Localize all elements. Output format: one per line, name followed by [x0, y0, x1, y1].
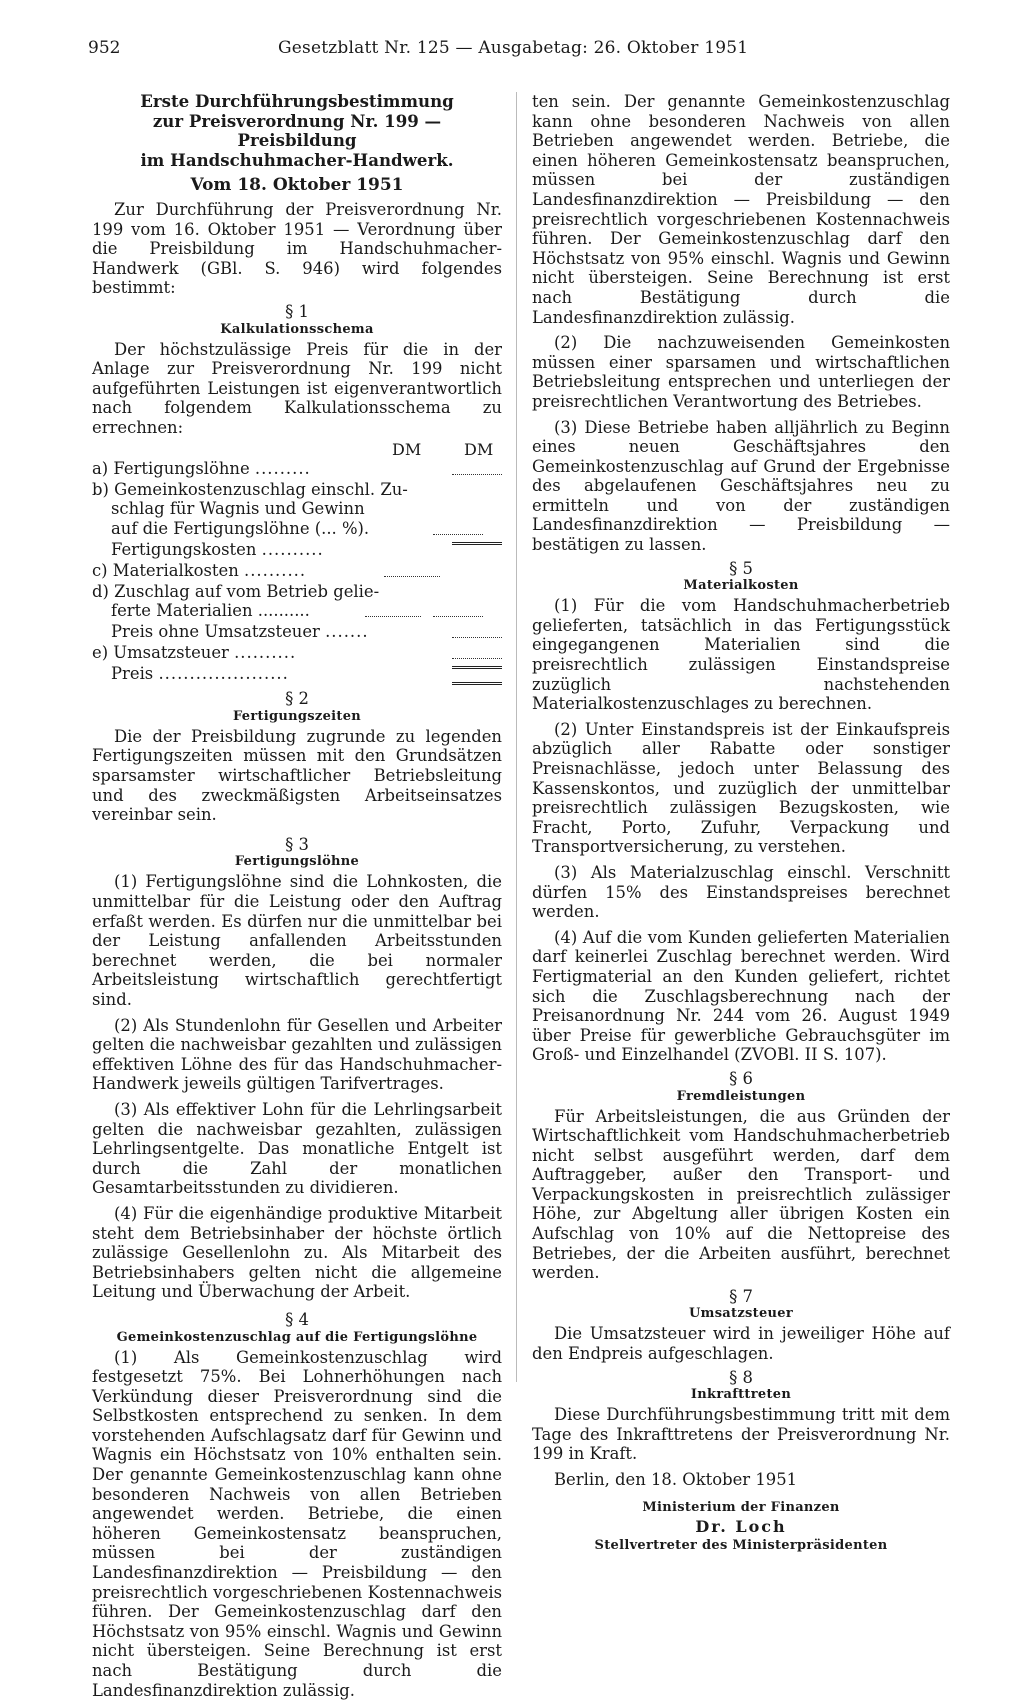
calc-label: c) Materialkosten ..........	[92, 560, 307, 580]
title-line: Erste Durchführungsbestimmung	[140, 91, 454, 111]
section-paragraph: (1) Fertigungslöhne sind die Lohnkosten, die unmittelbar für die Leistung oder den Auftrag erfaßt werden. Es dürfen nur die unmittelbar bei der Leistung anfallenden Arbeitsstunden berechnet werden, die bei normaler Arbeitsleistung wirtschaftlich gerechtfertigt sind.	[92, 872, 502, 1009]
section-text: Die der Preisbildung zugrunde zu legenden Fertigungszeiten müssen mit den Grundsätzen sparsamster wirtschaftlicher Betriebsleitung und des zweckmäßigsten Arbeitseinsatzes vereinbar sein.	[92, 726, 502, 825]
calc-label: Preis .....................	[111, 664, 289, 684]
calc-label: Preis ohne Umsatzsteuer .......	[111, 622, 369, 642]
section-number: § 8	[729, 1367, 753, 1387]
calc-label-text: a) Fertigungslöhne	[92, 458, 250, 478]
section-number: § 2	[285, 689, 309, 709]
calc-label: e) Umsatzsteuer ..........	[92, 643, 297, 663]
calc-label-text: Preis	[111, 664, 154, 684]
section-title: Kalkulationsschema	[220, 321, 374, 337]
calc-label-text: schlag für Wagnis und Gewinn	[111, 499, 365, 519]
amount-line	[384, 576, 440, 577]
section-paragraph: (2) Unter Einstandspreis ist der Einkaufspreis abzüglich aller Rabatte oder sonstiger Preisnachlässe, jedoch unter Belassung des Kassenskontos, und zuzüglich der unmittelbar preisrechtlich zulässigen Bezugskosten, wie Fracht, Porto, Zufuhr, Verpackung und Transportversicherung, zu verstehen.	[532, 719, 950, 857]
section-title: Fertigungszeiten	[232, 708, 362, 724]
calc-row	[92, 561, 502, 582]
section-paragraph: (3) Diese Betriebe haben alljährlich zu Beginn eines neuen Geschäftsjahres den Gemeinkostenzuschlag auf Grund der Ergebnisse des abgelaufenen Geschäftsjahres neu zu ermitteln und von der zuständigen Landesfinanzdirektion — Preisbildung — bestätigen zu lassen.	[532, 417, 950, 555]
intro-paragraph: Zur Durchführung der Preisverordnung Nr. 199 vom 16. Oktober 1951 — Verordnung über die Preisbildung im Handschuhmacher-Handwerk (GBl. S. 946) wird folgendes bestimmt:	[92, 199, 502, 298]
calc-row	[92, 643, 502, 664]
total-line	[452, 542, 502, 545]
column-divider	[516, 92, 517, 1382]
section-title: Fertigungslöhne	[234, 854, 360, 870]
section-title: Gemeinkostenzuschlag auf die Fertigungslöhne	[116, 1329, 478, 1345]
section-paragraph: (3) Als effektiver Lohn für die Lehrlingsarbeit gelten die nachweisbar gezahlten, zulässigen Lehrlingsentgelte. Das monatliche Entgelt ist durch die Zahl der monatlichen Gesamtarbeitsstunden zu dividieren.	[92, 1099, 502, 1198]
calc-row	[92, 582, 502, 623]
calc-row	[92, 540, 502, 561]
title-line: im Handschuhmacher-Handwerk.	[140, 149, 454, 170]
section-text: Für Arbeitsleistungen, die aus Gründen der Wirtschaftlichkeit vom Handschuhmacherbetrieb nicht selbst ausgeführt werden, darf dem Auftraggeber, außer den Transport- und Verpackungskosten in preisrechtlich zulässiger Höhe, zur Abgeltung aller übrigen Kosten ein Aufschlag von 10% auf die Nettopreise des Betriebes, der die Arbeiten ausführt, berechnet werden.	[532, 1106, 950, 1283]
calc-label: a) Fertigungslöhne .........	[92, 458, 311, 478]
calc-row	[92, 622, 502, 643]
section-title: Umsatzsteuer	[689, 1306, 793, 1322]
gazette-title: Gesetzblatt Nr. 125 — Ausgabetag: 26. Oktober 1951	[278, 38, 749, 58]
calc-label-text: d) Zuschlag auf vom Betrieb gelie-	[92, 581, 380, 601]
section-paragraph: (1) Für die vom Handschuhmacherbetrieb gelieferten, tatsächlich in das Fertigungsstück eingegangenen Materialien sind die preisrechtlich zulässigen Einstandspreise zuzüglich nachstehenden Materialkostenzuschlages zu berechnen.	[532, 596, 950, 714]
calc-label-text: auf die Fertigungslöhne (... %).	[111, 518, 370, 538]
calc-label-text: e) Umsatzsteuer	[92, 643, 229, 663]
page-number: 952	[88, 38, 121, 58]
section-paragraph-start: (1) Als Gemeinkostenzuschlag wird festgesetzt 75%. Bei Lohnerhöhungen nach Verkündung dieser Preisverordnung sind die Selbstkosten entsprechend zu senken. In dem vorstehenden Aufschlagsatz darf für Gewinn und Wagnis ein Höchstsatz von 10% enthalten sein. Der genannte Gemeinkostenzuschlag kann ohne besonderen Nachweis von allen Betrieben angewendet werden. Betriebe, die einen höheren Gemeinkostensatz beanspruchen, müssen bei der zuständigen Landesfinanzdirektion — Preisbildung — den preisrechtlich vorgeschriebenen Kostennachweis führen. Der Gemeinkostenzuschlag darf den Höchstsatz von 95% einschl. Wagnis und Gewinn nicht übersteigen. Seine Berechnung ist erst nach Bestätigung durch die Landesfinanzdirektion zulässig.	[92, 1347, 502, 1700]
calculation-scheme	[92, 440, 502, 686]
calc-label-text: b) Gemeinkostenzuschlag einschl. Zu-	[92, 479, 408, 499]
calc-label-text: Fertigungskosten	[111, 539, 257, 559]
section-title: Fremdleistungen	[676, 1088, 806, 1104]
section-title: Materialkosten	[683, 578, 799, 594]
calc-row	[92, 459, 502, 480]
ministry-name: Ministerium der Finanzen	[642, 1499, 840, 1515]
section-text: Diese Durchführungsbestimmung tritt mit dem Tage des Inkrafttretens der Preisverordnung Nr. 199 in Kraft.	[532, 1405, 950, 1464]
signature-block	[532, 1470, 950, 1556]
title-line: zur Preisverordnung Nr. 199 — Preisbildung	[152, 110, 442, 151]
amount-line	[452, 637, 502, 638]
calc-label-text: ferte Materialien	[111, 601, 253, 621]
total-line	[452, 666, 502, 669]
amount-line	[433, 534, 483, 535]
section-text: Der höchstzulässige Preis für die in der Anlage zur Preisverordnung Nr. 199 nicht aufgeführten Leistungen ist eigenverantwortlich nach folgendem Kalkulationsschema zu errechnen:	[92, 339, 502, 437]
section-paragraph: (2) Als Stundenlohn für Gesellen und Arbeiter gelten die nachweisbar gezahlten und zulässigen effektiven Löhne des für das Handschuhmacher-Handwerk jeweils gültigen Tarifvertrages.	[92, 1015, 502, 1094]
section-paragraph: (3) Als Materialzuschlag einschl. Verschnitt dürfen 15% des Einstandspreises berechnet werden.	[532, 862, 950, 922]
calc-label: ferte Materialien ..........	[92, 601, 502, 622]
section-number: § 6	[729, 1068, 753, 1088]
calc-row	[92, 480, 502, 540]
amount-line	[433, 616, 483, 617]
left-column	[92, 91, 502, 1700]
section-paragraph: (4) Für die eigenhändige produktive Mitarbeit steht dem Betriebsinhaber der höchste örtlich zulässige Gesellenlohn zu. Als Mitarbeit des Betriebsinhabers gelten nicht die allgemeine Leitung und Überwachung der Arbeit.	[92, 1203, 502, 1302]
calc-label	[92, 519, 502, 540]
document-title	[92, 92, 502, 170]
right-column	[532, 92, 950, 1556]
section-title: Inkrafttreten	[690, 1387, 792, 1403]
section-number: § 5	[729, 558, 753, 578]
section-number: § 3	[285, 834, 309, 854]
section-paragraph: (4) Auf die vom Kunden gelieferten Materialien darf keinerlei Zuschlag berechnet werden. Wird Fertigmaterial an den Kunden geliefert, richtet sich die Zuschlagsberechnung nach der Preisanordnung Nr. 244 vom 26. August 1949 über Preise für gewerbliche Gebrauchsgüter im Groß- und Einzelhandel (ZVOBl. II S. 107).	[532, 927, 950, 1065]
calc-label-text: c) Materialkosten	[92, 560, 239, 580]
section-number: § 7	[729, 1286, 753, 1306]
column-unit-label: DM	[392, 439, 422, 459]
section-number: § 4	[285, 1309, 309, 1329]
page-header	[88, 38, 948, 64]
document-date: Vom 18. Oktober 1951	[190, 175, 404, 196]
calc-label: Fertigungskosten ..........	[111, 539, 324, 559]
signatory-name: Dr. Loch	[695, 1517, 787, 1537]
section-number: § 1	[285, 301, 309, 321]
calc-row	[92, 664, 502, 685]
amount-line	[452, 658, 502, 659]
amount-line	[452, 474, 502, 475]
calc-header	[92, 440, 502, 459]
column-unit-label: DM	[464, 439, 494, 459]
place-date: Berlin, den 18. Oktober 1951	[554, 1470, 798, 1489]
section-text: Die Umsatzsteuer wird in jeweiliger Höhe auf den Endpreis aufgeschlagen.	[532, 1324, 950, 1364]
signatory-role: Stellvertreter des Ministerpräsidenten	[594, 1538, 888, 1554]
total-line	[452, 682, 502, 685]
calc-label-text: Preis ohne Umsatzsteuer	[111, 622, 320, 642]
section-paragraph-continued: ten sein. Der genannte Gemeinkostenzuschlag kann ohne besonderen Nachweis von allen Betrieben angewendet werden. Betriebe, die einen höheren Gemeinkostensatz beanspruchen, müssen bei der zuständigen Landesfinanzdirektion — Preisbildung — den preisrechtlich vorgeschriebenen Kostennachweis führen. Der Gemeinkostenzuschlag darf den Höchstsatz von 95% einschl. Wagnis und Gewinn nicht übersteigen. Seine Berechnung ist erst nach Bestätigung durch die Landesfinanzdirektion zulässig.	[532, 92, 950, 327]
amount-line	[365, 616, 421, 617]
section-paragraph: (2) Die nachzuweisenden Gemeinkosten müssen einer sparsamen und wirtschaftlichen Betriebsleitung entsprechen und unterliegen der preisrechtlichen Verantwortung des Betriebes.	[532, 333, 950, 411]
